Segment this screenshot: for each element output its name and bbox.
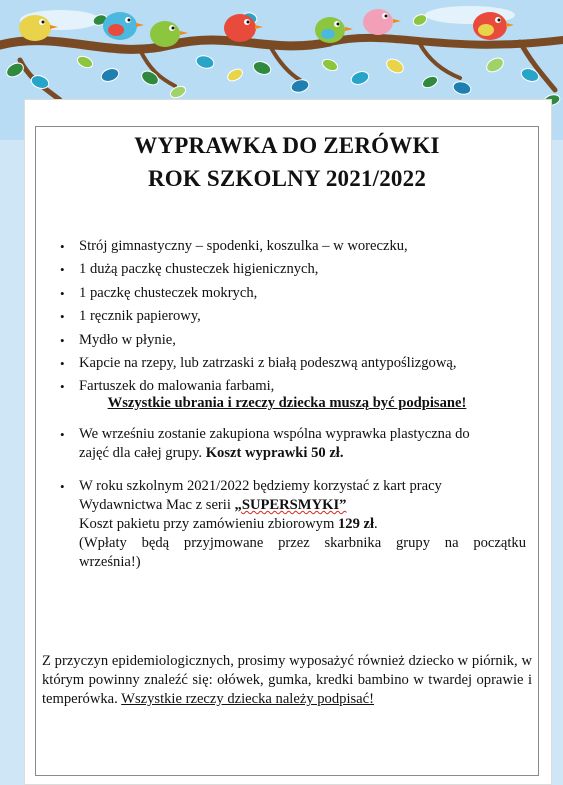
list-item-text: 1 dużą paczkę chusteczek higienicznych, <box>79 261 319 278</box>
workbooks-paragraph <box>56 477 526 572</box>
closing-paragraph <box>42 652 532 709</box>
package-cost: 129 zł <box>337 516 375 532</box>
supply-list <box>56 235 526 399</box>
list-item <box>56 305 526 328</box>
list-item <box>56 282 526 305</box>
bullet: • <box>60 479 65 494</box>
art-supplies-paragraph <box>56 425 526 463</box>
bullet: • <box>60 239 65 254</box>
list-item-text: Mydło w płynie, <box>79 331 176 348</box>
list-item-text: Kapcie na rzepy, lub zatrzaski z białą podeszwą antypoślizgową, <box>79 354 457 371</box>
title-line-1: WYPRAWKA DO ZERÓWKI <box>134 133 440 158</box>
closing-text: Z przyczyn epidemiologicznych, prosimy wyposażyć również dziecko w piórnik, w którym powinny znaleźć się: ołówek, gumka, kredki bambino w twardej oprawie i temperówka. <box>42 653 532 707</box>
list-item-text: Fartuszek do malowania farbami, <box>79 378 275 395</box>
bullet: • <box>60 427 65 442</box>
para-line: W roku szkolnym 2021/2022 będziemy korzystać z kart pracy <box>79 478 442 494</box>
para-line <box>79 444 526 463</box>
series-name: „SUPERSMYKI” <box>234 497 347 513</box>
list-item-text: 1 ręcznik papierowy, <box>79 308 201 325</box>
closing-underlined: Wszystkie rzeczy dziecka należy podpisać! <box>121 691 374 707</box>
bullet: • <box>60 379 65 395</box>
content-frame <box>35 126 539 776</box>
para-text: . <box>374 516 378 532</box>
para-text: zajęć dla całej grupy. <box>79 445 206 461</box>
art-supplies-cost: Koszt wyprawki 50 zł. <box>205 445 344 461</box>
para-line: (Wpłaty będą przyjmowane przez skarbnika grupy na początku <box>79 535 526 551</box>
list-item <box>56 352 526 375</box>
para-line: września!) <box>79 554 141 570</box>
bullet: • <box>60 309 65 325</box>
para-line <box>79 496 526 515</box>
bullet: • <box>60 355 65 371</box>
bullet: • <box>60 262 65 278</box>
para-text: Wydawnictwa Mac z serii <box>79 497 235 513</box>
list-item <box>56 235 526 258</box>
list-item-text: Strój gimnastyczny – spodenki, koszulka – w woreczku, <box>79 238 408 254</box>
bullet: • <box>60 332 65 348</box>
sign-items-notice: Wszystkie ubrania i rzeczy dziecka muszą być podpisane! <box>107 395 467 411</box>
document-page <box>24 99 552 785</box>
para-text: Koszt pakietu przy zamówieniu zbiorowym <box>79 516 338 532</box>
para-line <box>79 515 526 534</box>
list-item <box>56 258 526 281</box>
title-line-2: ROK SZKOLNY 2021/2022 <box>147 166 427 191</box>
para-line: We wrześniu zostanie zakupiona wspólna wyprawka plastyczna do <box>79 426 470 442</box>
list-item-text: 1 paczkę chusteczek mokrych, <box>79 284 258 301</box>
bullet: • <box>60 285 65 301</box>
list-item <box>56 329 526 352</box>
